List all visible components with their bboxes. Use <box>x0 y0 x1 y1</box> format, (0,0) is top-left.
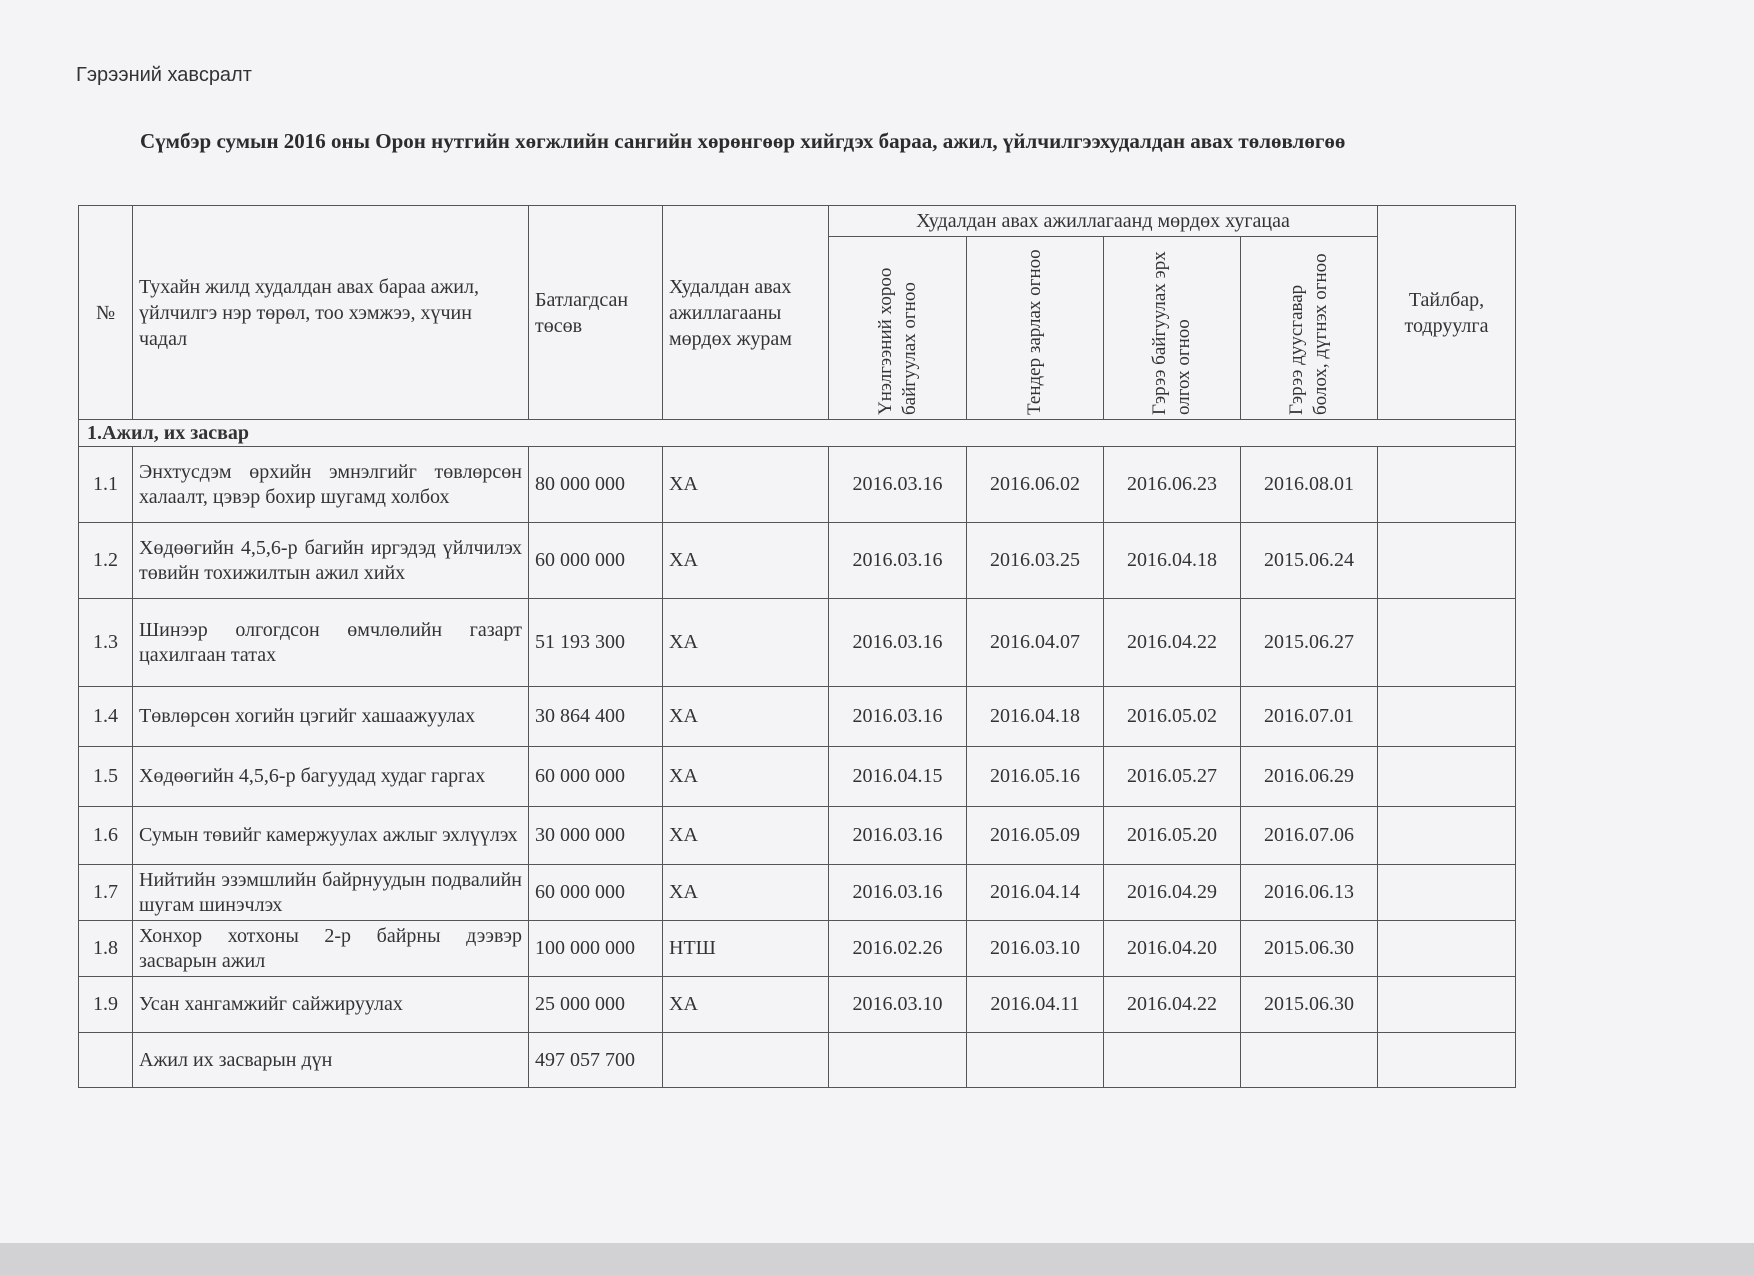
row-budget: 60 000 000 <box>529 865 663 921</box>
total-contract-right-date <box>1104 1033 1241 1088</box>
row-budget: 80 000 000 <box>529 447 663 523</box>
row-note <box>1378 865 1516 921</box>
row-contract-end-date: 2016.07.06 <box>1241 807 1378 865</box>
row-procedure: ХА <box>663 807 829 865</box>
row-note <box>1378 977 1516 1033</box>
row-number: 1.2 <box>79 523 133 599</box>
row-evaluation-date: 2016.03.10 <box>829 977 967 1033</box>
section-title: 1.Ажил, их засвар <box>79 420 1516 447</box>
row-number: 1.6 <box>79 807 133 865</box>
total-row <box>79 1033 1516 1088</box>
row-note <box>1378 687 1516 747</box>
row-procedure: ХА <box>663 447 829 523</box>
row-tender-date: 2016.05.09 <box>967 807 1104 865</box>
document-title: Сүмбэр сумын 2016 оны Орон нутгийн хөгжлийн сангийн хөрөнгөөр хийгдэх бараа, ажил, үйлчилгээхудалдан авах төлөвлөгөө <box>140 129 1346 153</box>
row-contract-right-date: 2016.06.23 <box>1104 447 1241 523</box>
row-contract-right-date: 2016.04.29 <box>1104 865 1241 921</box>
row-note <box>1378 523 1516 599</box>
table-row <box>79 921 1516 977</box>
total-evaluation-date <box>829 1033 967 1088</box>
col-header-number: № <box>79 206 133 420</box>
row-budget: 30 864 400 <box>529 687 663 747</box>
row-contract-right-date: 2016.05.02 <box>1104 687 1241 747</box>
col-header-tender-date: Тендер зарлах огноо <box>967 237 1104 420</box>
row-procedure: ХА <box>663 865 829 921</box>
row-contract-end-date: 2015.06.27 <box>1241 599 1378 687</box>
row-number: 1.7 <box>79 865 133 921</box>
row-procedure: ХА <box>663 747 829 807</box>
row-number: 1.1 <box>79 447 133 523</box>
table-row <box>79 977 1516 1033</box>
row-tender-date: 2016.03.10 <box>967 921 1104 977</box>
row-contract-right-date: 2016.05.27 <box>1104 747 1241 807</box>
row-budget: 51 193 300 <box>529 599 663 687</box>
row-contract-right-date: 2016.04.22 <box>1104 977 1241 1033</box>
row-item-name: Нийтийн эзэмшлийн байрнуудын подвалийн шугам шинэчлэх <box>133 865 529 921</box>
row-evaluation-date: 2016.03.16 <box>829 447 967 523</box>
section-row <box>79 420 1516 447</box>
row-contract-end-date: 2016.06.13 <box>1241 865 1378 921</box>
row-evaluation-date: 2016.03.16 <box>829 865 967 921</box>
row-number: 1.9 <box>79 977 133 1033</box>
row-contract-end-date: 2016.07.01 <box>1241 687 1378 747</box>
row-procedure: НТШ <box>663 921 829 977</box>
total-label: Ажил их засварын дүн <box>133 1033 529 1088</box>
table-row <box>79 599 1516 687</box>
row-procedure: ХА <box>663 599 829 687</box>
row-number: 1.5 <box>79 747 133 807</box>
row-number: 1.8 <box>79 921 133 977</box>
row-tender-date: 2016.04.11 <box>967 977 1104 1033</box>
row-contract-end-date: 2015.06.24 <box>1241 523 1378 599</box>
table-row <box>79 687 1516 747</box>
row-note <box>1378 921 1516 977</box>
total-contract-end-date <box>1241 1033 1378 1088</box>
row-note <box>1378 599 1516 687</box>
total-tender-date <box>967 1033 1104 1088</box>
procurement-plan-table <box>78 205 1516 1088</box>
row-number: 1.4 <box>79 687 133 747</box>
col-header-budget: Батлагдсан төсөв <box>529 206 663 420</box>
col-header-contract-right-date: Гэрээ байгуулах эрх олгох огноо <box>1104 237 1241 420</box>
table-row <box>79 865 1516 921</box>
table-row <box>79 523 1516 599</box>
row-item-name: Энхтусдэм өрхийн эмнэлгийг төвлөрсөн халаалт, цэвэр бохир шугамд холбох <box>133 447 529 523</box>
total-row-number <box>79 1033 133 1088</box>
row-item-name: Сумын төвийг камержуулах ажлыг эхлүүлэх <box>133 807 529 865</box>
col-header-item-name: Тухайн жилд худалдан авах бараа ажил, үйлчилгэ нэр төрөл, тоо хэмжээ, хүчин чадал <box>133 206 529 420</box>
col-header-evaluation-date: Үнэлгээний хороо байгуулах огноо <box>829 237 967 420</box>
row-tender-date: 2016.06.02 <box>967 447 1104 523</box>
row-budget: 60 000 000 <box>529 747 663 807</box>
row-evaluation-date: 2016.03.16 <box>829 523 967 599</box>
row-item-name: Хөдөөгийн 4,5,6-р багийн иргэдэд үйлчилэх төвийн тохижилтын ажил хийх <box>133 523 529 599</box>
row-tender-date: 2016.04.18 <box>967 687 1104 747</box>
row-budget: 25 000 000 <box>529 977 663 1033</box>
total-procedure <box>663 1033 829 1088</box>
row-note <box>1378 447 1516 523</box>
col-header-contract-end-date: Гэрээ дуусгавар болох, дүгнэх огноо <box>1241 237 1378 420</box>
total-note <box>1378 1033 1516 1088</box>
row-contract-right-date: 2016.04.20 <box>1104 921 1241 977</box>
row-tender-date: 2016.03.25 <box>967 523 1104 599</box>
row-item-name: Шинээр олгогдсон өмчлөлийн газарт цахилгаан татах <box>133 599 529 687</box>
row-contract-end-date: 2015.06.30 <box>1241 977 1378 1033</box>
document-header: Гэрээний хавсралт <box>76 64 252 86</box>
row-contract-right-date: 2016.04.18 <box>1104 523 1241 599</box>
total-budget: 497 057 700 <box>529 1033 663 1088</box>
row-contract-end-date: 2016.06.29 <box>1241 747 1378 807</box>
row-item-name: Төвлөрсөн хогийн цэгийг хашаажуулах <box>133 687 529 747</box>
row-evaluation-date: 2016.03.16 <box>829 599 967 687</box>
row-tender-date: 2016.04.14 <box>967 865 1104 921</box>
scan-bottom-edge <box>0 1243 1754 1275</box>
col-header-timeline-group: Худалдан авах ажиллагаанд мөрдөх хугацаа <box>829 206 1378 237</box>
row-evaluation-date: 2016.03.16 <box>829 807 967 865</box>
row-contract-end-date: 2016.08.01 <box>1241 447 1378 523</box>
row-item-name: Хөдөөгийн 4,5,6-р багуудад худаг гаргах <box>133 747 529 807</box>
row-contract-end-date: 2015.06.30 <box>1241 921 1378 977</box>
row-number: 1.3 <box>79 599 133 687</box>
table-row <box>79 447 1516 523</box>
col-header-procedure: Худалдан авах ажиллагааны мөрдөх журам <box>663 206 829 420</box>
row-procedure: ХА <box>663 523 829 599</box>
row-item-name: Хонхор хотхоны 2-р байрны дээвэр засварын ажил <box>133 921 529 977</box>
row-budget: 30 000 000 <box>529 807 663 865</box>
table-row <box>79 807 1516 865</box>
row-evaluation-date: 2016.04.15 <box>829 747 967 807</box>
row-budget: 100 000 000 <box>529 921 663 977</box>
col-header-note: Тайлбар, тодруулга <box>1378 206 1516 420</box>
row-budget: 60 000 000 <box>529 523 663 599</box>
row-contract-right-date: 2016.05.20 <box>1104 807 1241 865</box>
row-item-name: Усан хангамжийг сайжируулах <box>133 977 529 1033</box>
row-note <box>1378 807 1516 865</box>
row-tender-date: 2016.04.07 <box>967 599 1104 687</box>
row-tender-date: 2016.05.16 <box>967 747 1104 807</box>
row-evaluation-date: 2016.03.16 <box>829 687 967 747</box>
row-note <box>1378 747 1516 807</box>
row-evaluation-date: 2016.02.26 <box>829 921 967 977</box>
table-row <box>79 747 1516 807</box>
row-procedure: ХА <box>663 977 829 1033</box>
row-procedure: ХА <box>663 687 829 747</box>
row-contract-right-date: 2016.04.22 <box>1104 599 1241 687</box>
